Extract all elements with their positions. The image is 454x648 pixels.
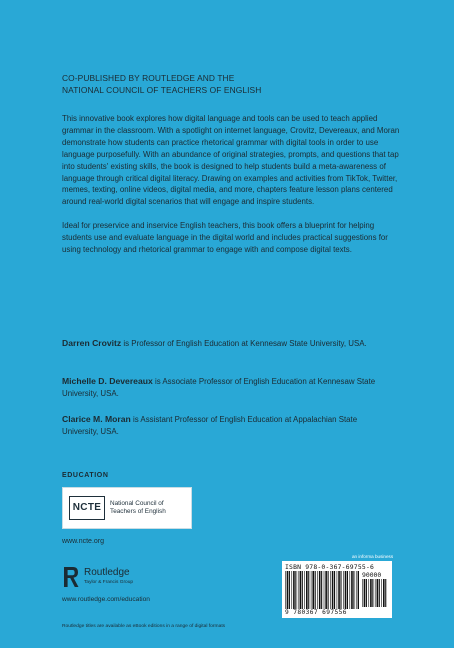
ncte-name-line-1: National Council of	[110, 500, 164, 507]
subject-category: EDUCATION	[62, 472, 109, 479]
copublisher-line-1: CO-PUBLISHED BY ROUTLEDGE AND THE	[62, 73, 235, 83]
author-name: Darren Crovitz	[62, 338, 122, 348]
description-paragraph-1: This innovative book explores how digital language and tools can be used to teach applied grammar in the classroom. With a spotlight on internet language, Crovitz, Devereaux, and Moran demonstrate how students can practice rhetorical grammar with digital tools in order to use language purposefully. With an abundance of original strategies, prompts, and questions that tap into students' existing skills, the book is designed to help students build a meta-awareness of language through critical digital literacy. Drawing on examples and activities from TikTok, Twitter, memes, texting, online videos, digital media, and more, chapters feature lesson plans centered around real-world digital scenarios that will engage and inspire students.	[62, 114, 400, 207]
routledge-url[interactable]: www.routledge.com/education	[62, 596, 150, 603]
ncte-url[interactable]: www.ncte.org	[62, 538, 105, 545]
isbn-label: ISBN 978-0-367-69755-6	[285, 563, 375, 571]
ncte-mark: NCTE	[69, 496, 105, 520]
barcode	[282, 561, 392, 618]
author-bio-3	[62, 414, 392, 438]
barcode-addon-number: 90000	[362, 571, 382, 579]
author-name: Michelle D. Devereaux	[62, 376, 153, 386]
book-description	[62, 113, 400, 267]
routledge-logo-icon	[62, 566, 80, 588]
addon-barcode-bars	[362, 579, 388, 607]
routledge-name: Routledge	[84, 567, 130, 578]
ncte-name-line-2: Teachers of English	[110, 507, 166, 515]
description-paragraph-2: Ideal for preservice and inservice English teachers, this book offers a blueprint for helping students use and evaluate language in the digital world and includes practical suggestions for using technology and rhetorical grammar to engage with and compose digital texts.	[62, 220, 388, 254]
author-bio-2	[62, 376, 392, 400]
author-name: Clarice M. Moran	[62, 414, 131, 424]
copublisher-line-2: NATIONAL COUNCIL OF TEACHERS OF ENGLISH	[62, 85, 262, 95]
informa-tagline: an informa business	[352, 554, 394, 559]
author-bio-text: is Assistant Professor of English Education at Appalachian State University, USA.	[62, 415, 358, 436]
ncte-logo	[62, 487, 192, 529]
ncte-full-name	[110, 500, 190, 515]
author-bio-1	[62, 338, 392, 350]
ean-number: 9 780367 697556	[285, 609, 347, 616]
copublisher-statement	[62, 72, 392, 96]
author-bio-text: is Associate Professor of English Education at Kennesaw State University, USA.	[62, 377, 376, 398]
ean-barcode-bars	[285, 571, 359, 609]
author-bio-text: is Professor of English Education at Kennesaw State University, USA.	[121, 339, 367, 348]
routledge-subtitle: Taylor & Francis Group	[84, 580, 134, 585]
ebook-footnote: Routledge titles are available as eBook editions in a range of digital formats	[62, 624, 226, 629]
